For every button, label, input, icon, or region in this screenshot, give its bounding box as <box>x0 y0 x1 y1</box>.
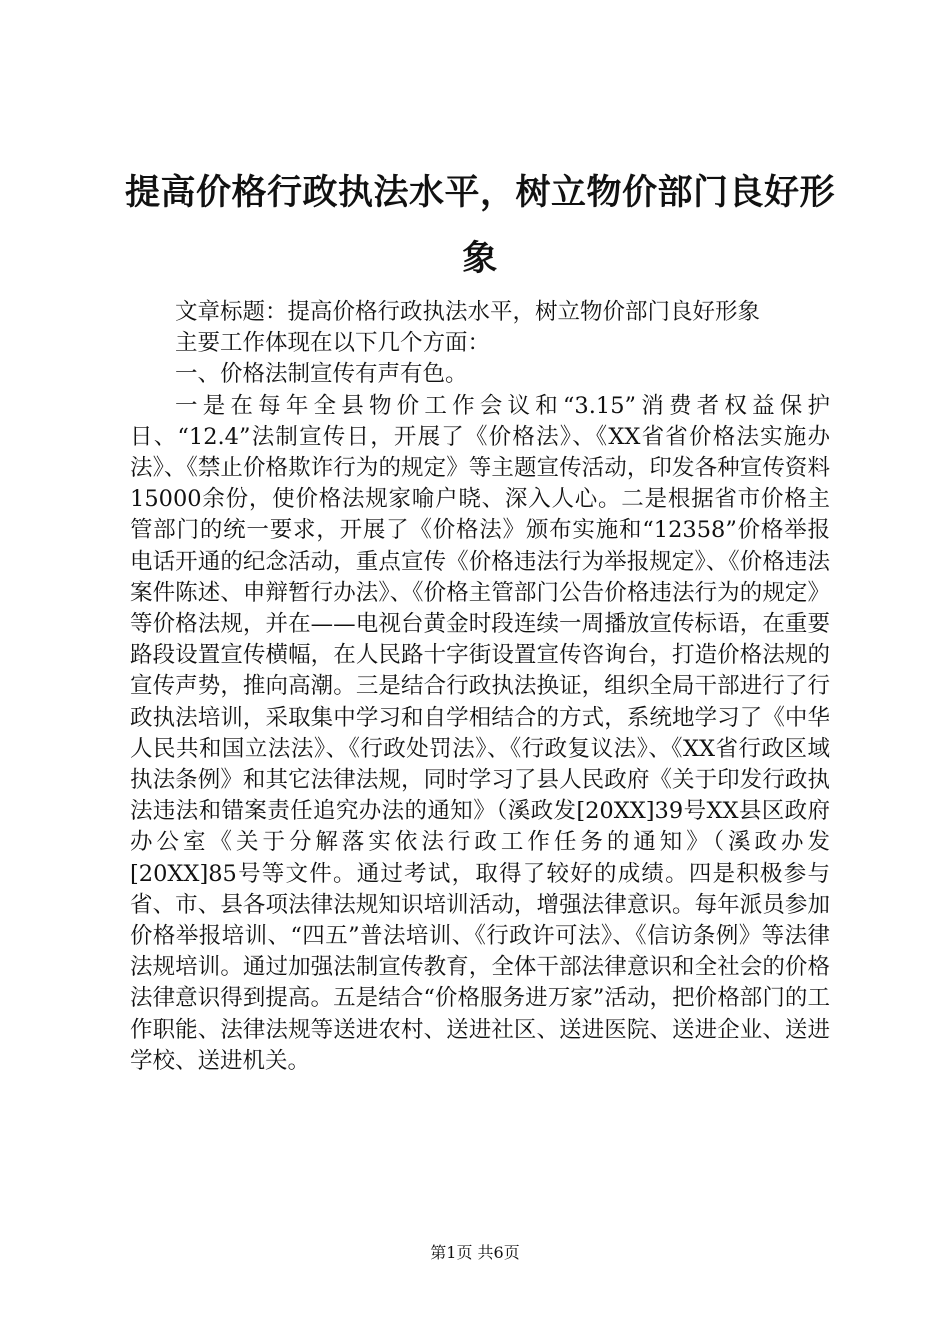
paragraph-section-heading: 一、价格法制宣传有声有色。 <box>175 361 468 388</box>
document-body <box>130 297 830 1077</box>
paragraph-intro: 主要工作体现在以下几个方面： <box>175 330 491 357</box>
document-title: 提高价格行政执法水平，树立物价部门良好形象 <box>124 173 835 279</box>
paragraph-article-title: 文章标题：提高价格行政执法水平，树立物价部门良好形象 <box>175 299 761 325</box>
paragraph-main-content: 一是在每年全县物价工作会议和“3.15”消费者权益保护日、“12.4”法制宣传日，开展了《价格法》、《XX省省价格法实施办法》、《禁止价格欺诈行为的规定》等主题宣传活动，印发各种宣传资料15000余份，使价格法规家喻户晓、深入人心。二是根据省市价格主管部门的统一要求，开展了《价格法》颁布实施和“12358”价格举报电话开通的纪念活动，重点宣传《价格违法行为举报规定》、《价格违法案件陈述、申辩暂行办法》、《价格主管部门公告价格违法行为的规定》等价格法规，并在——电视台黄金时段连续一周播放宣传标语，在重要路段设置宣传横幅，在人民路十字街设置宣传咨询台，打造价格法规的宣传声势，推向高潮。三是结合行政执法换证，组织全局干部进行了行政执法培训，采取集中学习和自学相结合的方式，系统地学习了《中华人民共和国立法法》、《行政处罚法》、《行政复议法》、《XX省行政区域执法条例》和其它法律法规，同时学习了县人民政府《关于印发行政执法违法和错案责任追究办法的通知》（溪政发[20XX]39号XX县区政府办公室《关于分解落实依法行政工作任务的通知》（溪政办发[20XX]85号等文件。通过考试，取得了较好的成绩。四是积极参与省、市、县各项法律法规知识培训活动，增强法律意识。每年派员参加价格举报培训、“四五”普法培训、《行政许可法》、《信访条例》等法律法规培训。通过加强法制宣传教育，全体干部法律意识和全社会的价格法律意识得到提高。五是结合“价格服务进万家”活动，把价格部门的工作职能、法律法规等送进农村、送进社区、送进医院、送进企业、送进学校、送进机关。 <box>130 392 830 1074</box>
page-footer: 第1页 共6页 <box>430 1243 520 1262</box>
